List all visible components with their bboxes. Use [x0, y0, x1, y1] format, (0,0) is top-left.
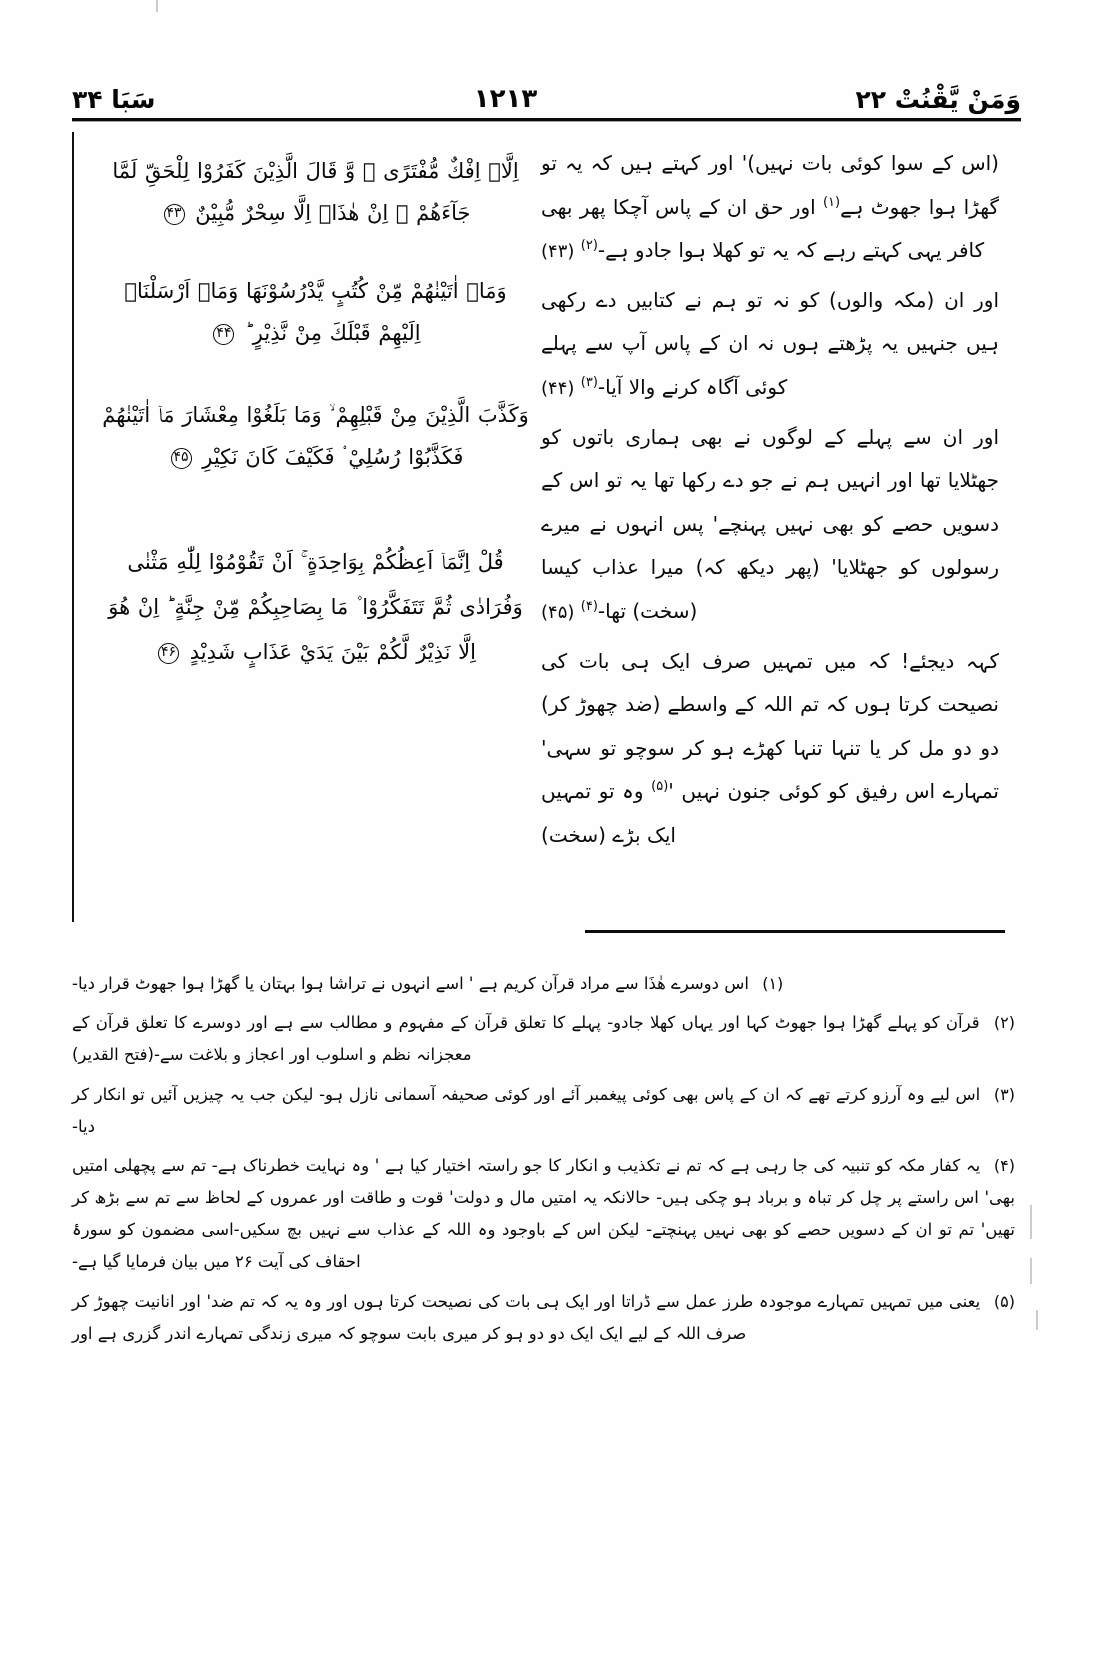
main-body: [72, 132, 1021, 922]
verse-number: (۴۳): [541, 241, 575, 263]
arabic-quran-column: [72, 132, 537, 922]
footnotes-section: [72, 968, 1015, 1357]
translation-text-cont: اور حق ان کے پاس آچکا پھر بھی کافر یہی کہتے رہے کہ یہ تو کھلا ہوا جادو ہے-: [541, 194, 985, 263]
page-number: ۱۲۱۳: [473, 84, 538, 114]
ayah-text: وَكَذَّبَ الَّذِيْنَ مِنْ قَبْلِهِمْ ۙ وَمَا بَلَغُوْا مِعْشَارَ مَاۤ اٰتَيْنٰهُمْ فَكَذَّبُوْا رُسُلِيْ ۟ فَكَيْفَ كَانَ نَكِيْرِ: [102, 403, 529, 469]
footnote-divider: [585, 930, 1005, 933]
footnote-ref: (۴): [580, 598, 598, 614]
ayah-number-marker: ۴۵: [171, 448, 192, 469]
scan-artifact: [1036, 1310, 1038, 1330]
translation-paragraph: [541, 279, 999, 410]
scan-artifact: [1030, 1205, 1032, 1239]
footnote-number: (۲): [993, 1013, 1015, 1033]
ayah-text: اِلَّاۤ اِفْكٌ مُّفْتَرًى ۙ وَّ قَالَ الَّذِيْنَ كَفَرُوْا لِلْحَقِّ لَمَّا جَآءَهُمْ ۙ اِنْ هٰذَاۤ اِلَّا سِحْرٌ مُّبِيْنٌ: [112, 159, 519, 225]
footnote-text: قرآن کو پہلے گھڑا ہوا جھوٹ کہا اور یہاں کھلا جادو- پہلے کا تعلق قرآن کے مفہوم و مطالب سے ہے اور دوسرے کا تعلق قرآن کے معجزانہ نظم و اسلوب اور اعجاز و بلاغت سے-(فتح القدیر): [72, 1013, 980, 1065]
verse-number: (۴۵): [541, 601, 575, 623]
footnote-ref: (۵): [651, 779, 669, 795]
translation-text: (اس کے سوا کوئی بات نہیں)' اور کہتے ہیں کہ یہ تو گھڑا ہوا جھوٹ ہے: [541, 151, 999, 219]
footnote-ref: (۳): [580, 374, 598, 390]
ayah-verse: [100, 394, 531, 478]
footnote-item: [72, 968, 1015, 1000]
ayah-text: وَمَاۤ اٰتَيْنٰهُمْ مِّنْ كُتُبٍ يَّدْرُسُوْنَهَا وَمَاۤ اَرْسَلْنَاۤ اِلَيْهِمْ قَبْلَكَ مِنْ نَّذِيْرٍ ؕ: [124, 279, 507, 345]
translation-paragraph: [541, 416, 999, 634]
footnote-item: [72, 1286, 1015, 1350]
ayah-verse: [100, 540, 531, 675]
surah-label: سَبَا ۳۴: [72, 85, 156, 114]
footnote-ref: (۱): [822, 194, 841, 210]
urdu-translation-column: [537, 132, 1021, 922]
scan-artifact: [1030, 1258, 1032, 1284]
ayah-number-marker: ۴۶: [158, 643, 179, 664]
footnote-text: یہ کفار مکہ کو تنبیہ کی جا رہی ہے کہ تم نے تکذیب و انکار کا جو راستہ اختیار کیا ہے ' وہ نہایت خطرناک ہے- تم سے پچھلی امتیں بھی' اس راستے پر چل کر تباہ و برباد ہو چکی ہیں- حالانکہ یہ امتیں مال و دولت' قوت و طاقت اور عمروں کے لحاظ سے تم سے بڑھ کر تھیں' تم تو ان کے دسویں حصے کو بھی نہیں پہنچتے- لیکن اس کے باوجود وہ اللہ کے عذاب سے نہیں بچ سکیں-اسی مضمون کو سورۂ احقاف کی آیت ۲۶ میں بیان فرمایا گیا ہے-: [72, 1155, 1015, 1272]
translation-text: کہہ دیجئے! کہ میں تمہیں صرف ایک ہی بات کی نصیحت کرتا ہوں کہ تم اللہ کے واسطے (ضد چھوڑ کر) دو دو مل کر یا تنہا تنہا کھڑے ہو کر سوچو تو سہی' تمہارے اس رفیق کو کوئی جنون نہیں ': [541, 648, 999, 804]
footnote-item: [72, 1079, 1015, 1143]
translation-paragraph: [541, 142, 999, 273]
footnote-item: [72, 1150, 1015, 1279]
footnote-text: اس دوسرے هٰذَا سے مراد قرآن کریم ہے ' اسے انہوں نے تراشا ہوا بہتان یا گھڑا ہوا جھوٹ قرار دیا-: [72, 974, 749, 993]
scan-artifact: [156, 0, 158, 12]
ayah-text: قُلْ اِنَّمَاۤ اَعِظُكُمْ بِوَاحِدَةٍ ۚ اَنْ تَقُوْمُوْا لِلّٰهِ مَثْنٰى وَفُرَادٰى ثُمَّ تَتَفَكَّرُوْا ۫ مَا بِصَاحِبِكُمْ مِّنْ جِنَّةٍ ؕ اِنْ هُوَ اِلَّا نَذِيْرٌ لَّكُمْ بَيْنَ يَدَيْ عَذَابٍ شَدِيْدٍ: [108, 550, 523, 665]
footnote-text: یعنی میں تمہیں تمہارے موجودہ طرز عمل سے ڈراتا اور ایک ہی بات کی نصیحت کرتا ہوں اور وہ یہ کہ تم ضد' اور انانیت چھوڑ کر صرف اللہ کے لیے ایک ایک دو دو ہو کر میری بابت سوچو کہ میری زندگی تمہارے اندر گزری ہے اور: [72, 1291, 981, 1343]
translation-paragraph: [541, 640, 999, 858]
footnote-number: (۴): [993, 1155, 1015, 1175]
translation-text: اور ان سے پہلے کے لوگوں نے بھی ہماری باتوں کو جھٹلایا تھا اور انہیں ہم نے جو دے رکھا تھا یہ تو اس کے دسویں حصے کو بھی نہیں پہنچے' پس انہوں نے میرے رسولوں کو جھٹلایا' (پھر دیکھ کہ) میرا عذاب کیسا (سخت) تھا-: [541, 424, 999, 623]
footnote-ref: (۲): [580, 238, 598, 254]
footnote-item: [72, 1007, 1015, 1071]
translation-text-cont: وہ تو تمہیں ایک بڑے (سخت): [541, 779, 676, 847]
juz-label: وَمَنْ يَّقْنُتْ ۲۲: [855, 85, 1021, 114]
verse-number: (۴۴): [541, 377, 575, 399]
ayah-verse: [100, 270, 531, 354]
ayah-verse: [100, 150, 531, 234]
running-header: [72, 62, 1021, 112]
footnote-number: (۱): [762, 974, 784, 993]
translation-text: اور ان (مکہ والوں) کو نہ تو ہم نے کتابیں دے رکھی ہیں جنہیں یہ پڑھتے ہوں نہ ان کے پاس آپ سے پہلے کوئی آگاہ کرنے والا آیا-: [541, 287, 999, 399]
footnote-number: (۳): [993, 1084, 1015, 1104]
ayah-number-marker: ۴۴: [213, 324, 234, 345]
header-divider: [72, 118, 1021, 121]
footnote-text: اس لیے وہ آرزو کرتے تھے کہ ان کے پاس بھی کوئی پیغمبر آئے اور کوئی صحیفہ آسمانی نازل ہو- لیکن جب یہ چیزیں آئیں تو انکار کر دیا-: [72, 1084, 981, 1136]
footnote-number: (۵): [993, 1291, 1015, 1311]
ayah-number-marker: ۴۳: [164, 204, 185, 225]
